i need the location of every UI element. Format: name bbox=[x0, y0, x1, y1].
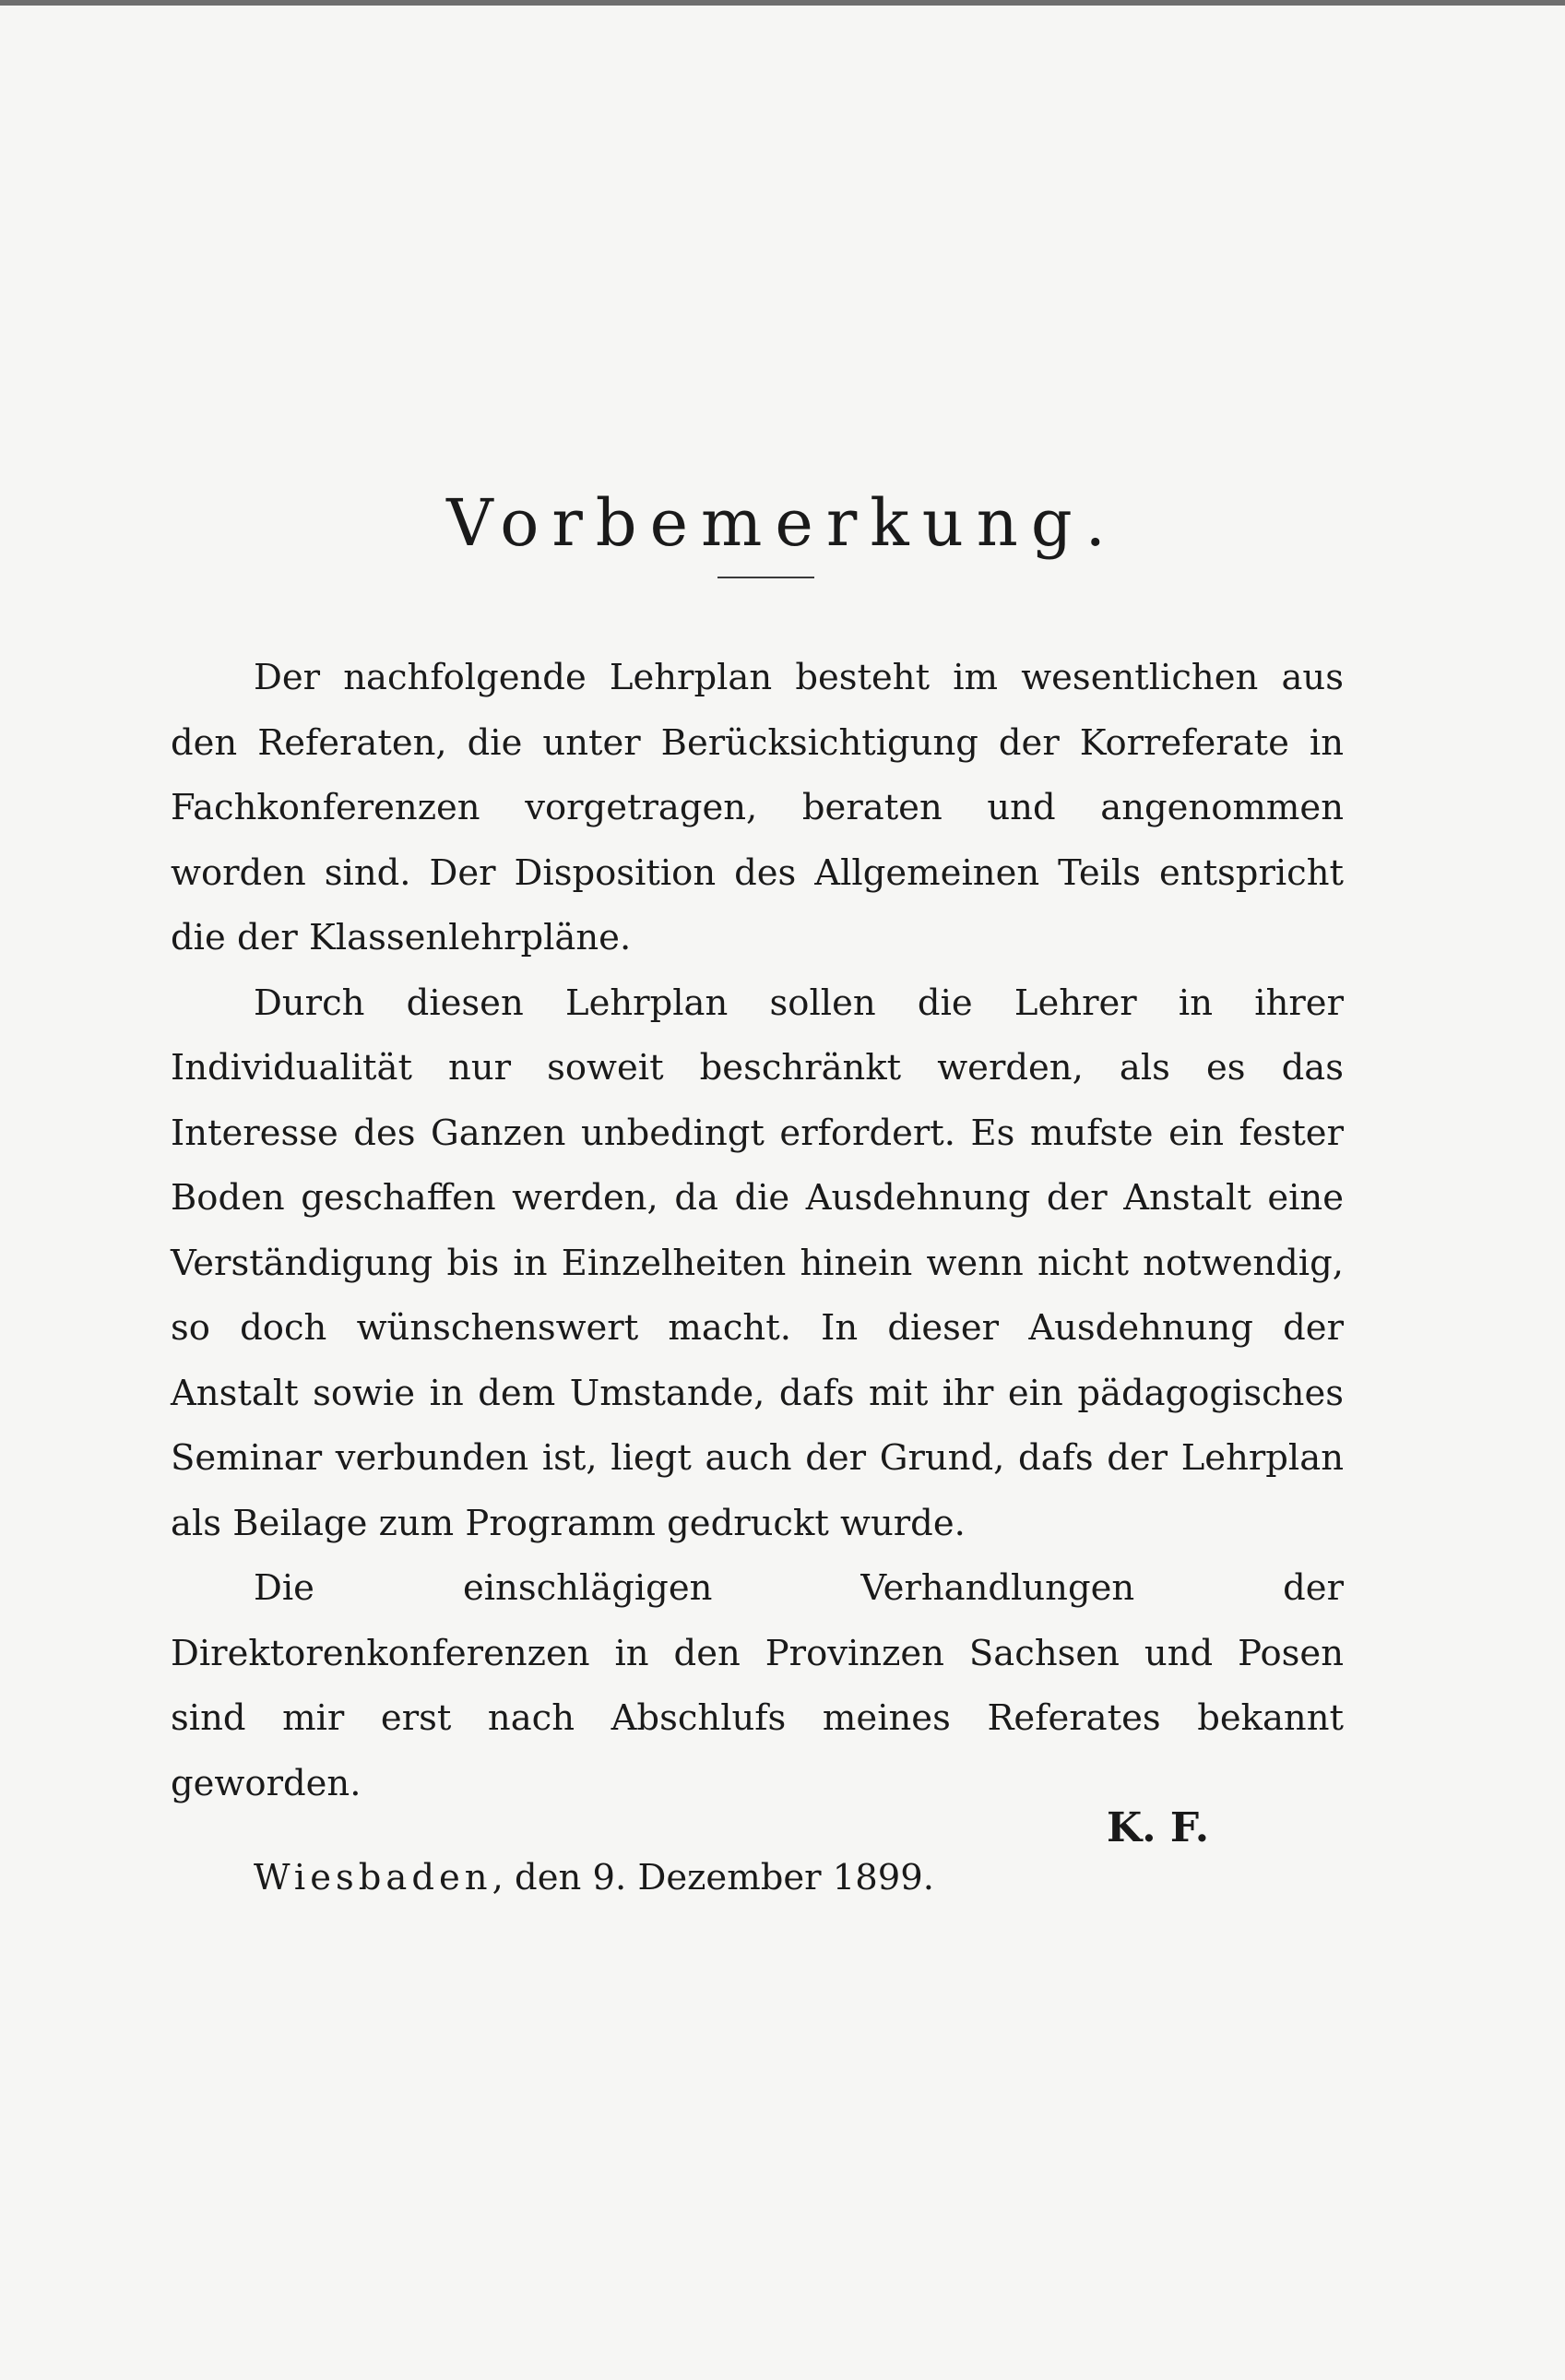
signature: K. F. bbox=[1107, 1804, 1210, 1851]
page-title: Vorbemerkung. bbox=[446, 484, 1119, 561]
paragraph-2: Durch diesen Lehrplan sollen die Lehrer in ihrer Individualität nur soweit beschränkt werden, als es das Interesse des Ganzen unbedingt erfordert. Es mufste ein fester Boden geschaffen werden, da die Ausdehnung der Anstalt eine Verständigung bis in Einzelheiten hinein wenn nicht notwendig, so doch wünschenswert macht. In dieser Ausdehnung der Anstalt sowie in dem Umstande, dafs mit ihr ein pädagogisches Seminar verbunden ist, liegt auch der Grund, dafs der Lehrplan als Beilage zum Programm gedruckt wurde. bbox=[171, 982, 1344, 1544]
dateline-place: Wiesbaden bbox=[254, 1857, 492, 1898]
dateline bbox=[171, 1846, 1344, 1911]
body-text bbox=[171, 646, 1344, 1911]
dateline-date: , den 9. Dezember 1899. bbox=[492, 1857, 935, 1898]
paragraph-1: Der nachfolgende Lehrplan besteht im wesentlichen aus den Referaten, die unter Berücksichtigung der Korreferate in Fachkonferenzen vorgetragen, beraten und angenommen worden sind. Der Disposition des Allgemeinen Teils entspricht die der Klassenlehrpläne. bbox=[171, 657, 1344, 958]
title-divider bbox=[717, 577, 814, 578]
paragraph-3: Die einschlägigen Verhandlungen der Direktorenkonferenzen in den Provinzen Sachsen und Posen sind mir erst nach Abschlufs meines Referates bekannt geworden. bbox=[171, 1567, 1344, 1804]
